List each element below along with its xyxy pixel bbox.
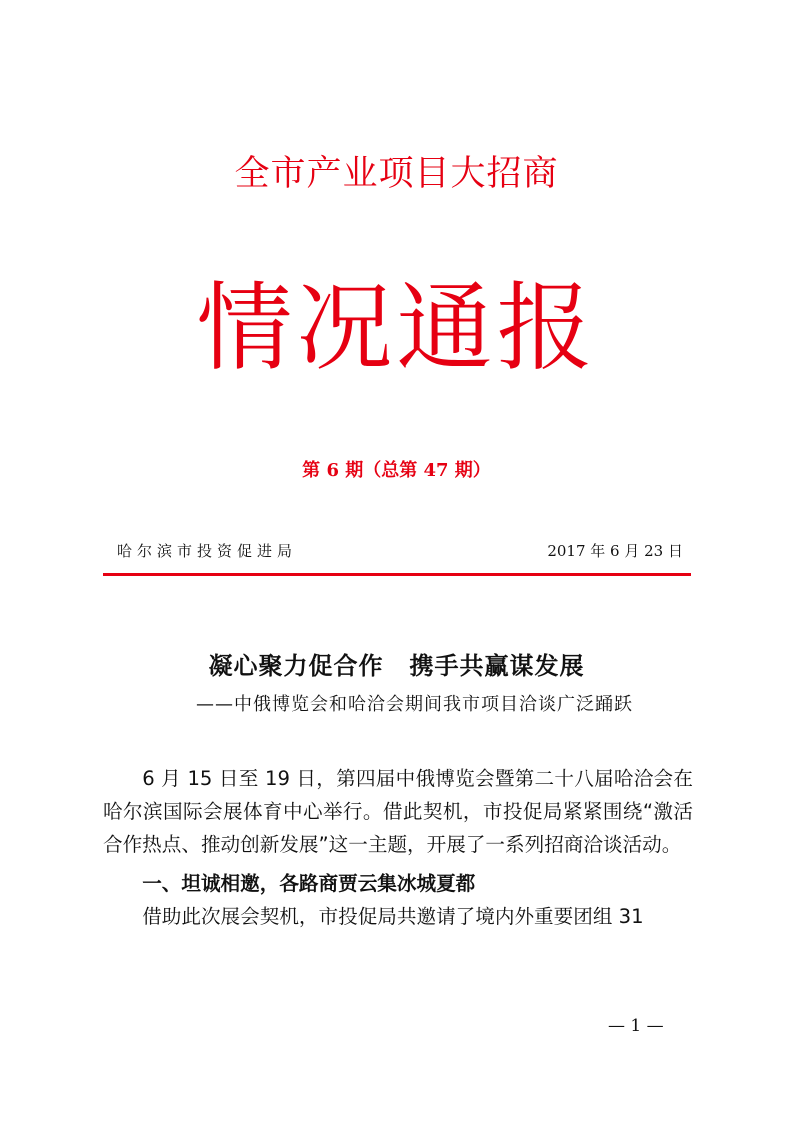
article-title [0,646,793,681]
article-subtitle: ——中俄博览会和哈洽会期间我市项目洽谈广泛踊跃 [196,694,633,715]
paragraph: 6 月 15 日至 19 日，第四届中俄博览会暨第二十八届哈洽会在哈尔滨国际会展体育中心举行。借此契机，市投促局紧紧围绕“激活合作热点、推动创新发展”这一主题，开展了一系列招商洽谈活动。 [103,767,693,856]
issuer-name: 哈尔滨市投资促进局 [117,542,298,560]
page-number: — 1 — [608,1016,664,1036]
article-title-part2: 携手共赢谋发展 [409,651,585,680]
issue-date: 2017 年 6 月 23 日 [547,542,683,560]
article-title-part1: 凝心聚力促合作 [208,651,384,680]
issuer-date-row [103,540,691,564]
red-divider [103,573,691,576]
series-title: 全市产业项目大招商 [234,154,559,194]
section-heading: 一、坦诚相邀，各路商贾云集冰城夏都 [142,872,476,895]
issue-number: 第 6 期（总第 47 期） [302,460,491,481]
main-title: 情况通报 [196,272,597,384]
article-body [103,762,693,933]
paragraph: 借助此次展会契机，市投促局共邀请了境内外重要团组 31 [142,905,644,928]
